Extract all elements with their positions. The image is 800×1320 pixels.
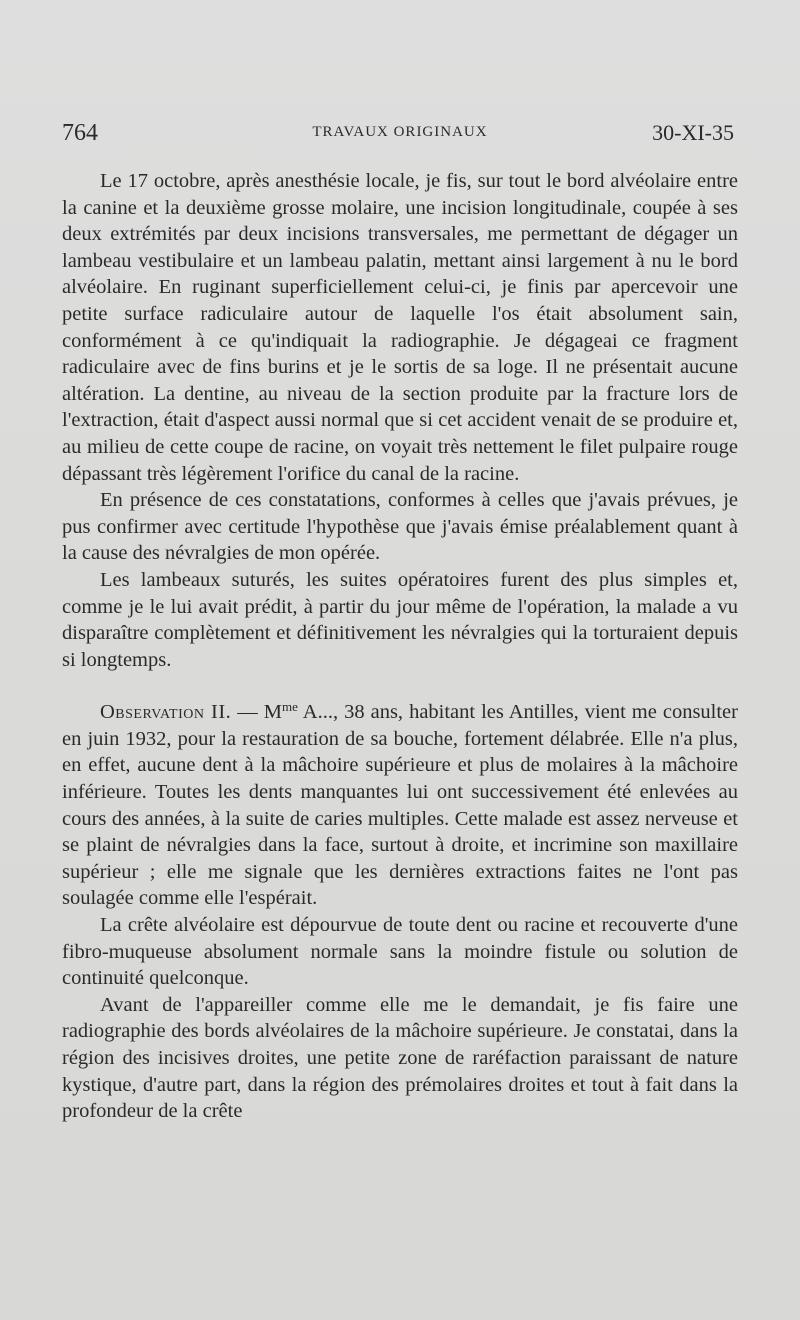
paragraph-3: Les lambeaux suturés, les suites opératoires furent des plus simples et, comme je le lui avait prédit, à partir du jour même de l'opération, la malade a vu disparaître complètement et définitivement les névralgies qui la torturaient depuis si longtemps. xyxy=(62,568,738,671)
body-text xyxy=(62,168,738,1125)
paragraph-5: Avant de l'appareiller comme elle me le demandait, je fis faire une radiographie des bords alvéolaires de la mâchoire supérieure. Je constatai, dans la région des incisives droites, une petite zone de raréfaction paraissant de nature kystique, d'autre part, dans la région des prémolaires droites et tout à fait dans la profondeur de la crête xyxy=(62,993,738,1123)
observation-superscript: me xyxy=(282,699,298,715)
observation-label: Observation II. xyxy=(100,701,232,724)
observation-dash: — M xyxy=(231,701,283,724)
paragraph-1: Le 17 octobre, après anesthésie locale, je fis, sur tout le bord alvéolaire entre la canine et la deuxième grosse molaire, une incision longitudinale, coupée à ses deux extrémités par deux incisions transversales, me permettant de dégager un lambeau vestibulaire et un lambeau palatin, mettant ainsi largement à nu le bord alvéolaire. En ruginant superficiellement celui-ci, je finis par apercevoir une petite surface radiculaire autour de laquelle l'os était absolument sain, conformément à ce qu'indiquait la radiographie. Je dégageai ce fragment radiculaire avec de fins burins et je le sortis de sa loge. Il ne présentait aucune altération. La dentine, au niveau de la section produite par la fracture lors de l'extraction, était d'aspect aussi normal que si cet accident venait de se produire et, au milieu de cette coupe de racine, on voyait très nettement le filet pulpaire rouge dépassant très légèrement l'orifice du canal de la racine. xyxy=(62,170,738,485)
page-number: 764 xyxy=(62,120,98,146)
observation-text: A..., 38 ans, habitant les Antilles, vient me consulter en juin 1932, pour la restauration de sa bouche, fortement délabrée. Elle n'a plus, en effet, aucune dent à la mâchoire supérieure et plus de molaires à la mâchoire inférieure. Toutes les dents manquantes lui ont successivement été enlevées au cours des années, à la suite de caries multiples. Cette malade est assez nerveuse et se plaint de névralgies dans la face, surtout à droite, et incrimine son maxillaire supérieur ; elle me signale que les dernières extractions faites ne l'ont pas soulagée comme elle l'espérait. xyxy=(62,701,738,910)
paragraph-2: En présence de ces constatations, conformes à celles que j'avais prévues, je pus confirmer avec certitude l'hypothèse que j'avais émise préalablement quant à la cause des névralgies de mon opérée. xyxy=(62,489,738,565)
page-header xyxy=(62,120,738,150)
running-title: TRAVAUX ORIGINAUX xyxy=(312,124,488,140)
header-date: 30-XI-35 xyxy=(652,120,734,145)
paragraph-4: La crête alvéolaire est dépourvue de toute dent ou racine et recouverte d'une fibro-muqueuse absolument normale sans la moindre fistule ou solution de continuité quelconque. xyxy=(62,914,738,990)
observation-paragraph xyxy=(62,699,738,912)
